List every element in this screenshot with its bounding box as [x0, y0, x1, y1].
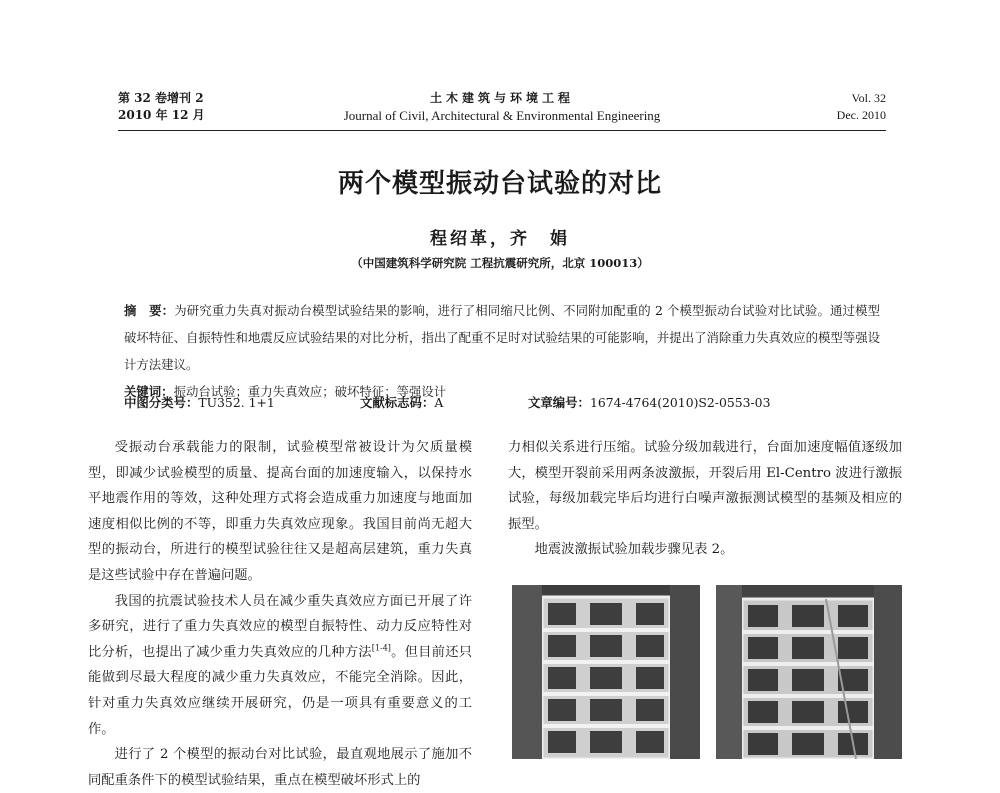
volume-en: Vol. 32: [851, 91, 886, 105]
body-paragraph: 地震波激振试验加载步骤见表 2。: [534, 542, 734, 558]
article-number-value: 1674-4764(2010)S2-0553-03: [589, 395, 771, 410]
doc-code-value: A: [434, 395, 444, 410]
header-rule: [118, 130, 886, 131]
abstract: [124, 297, 880, 378]
body-paragraph: 受振动台承载能力的限制，试验模型常被设计为欠质量模型，即减少试验模型的质量、提高台面的加速度输入，以保持水平地震作用的等效，这种处理方式将会造成重力加速度与地面加速度相似比例的不等，即重力失真效应现象。我国目前尚无超大型的振动台，所进行的模型试验往往又是超高层建筑，重力失真是这些试验中存在普遍问题。: [88, 440, 472, 583]
issue-info-en: [837, 90, 886, 124]
article-number-label: 文章编号：: [528, 395, 590, 410]
clc-label: 中图分类号：: [124, 395, 199, 410]
paper-authors: 程绍革，齐 娟: [430, 229, 570, 249]
journal-name-en: Journal of Civil, Architectural & Environmental Engineering: [343, 108, 661, 123]
abstract-block: [124, 297, 880, 405]
paper-title: 两个模型振动台试验的对比: [337, 169, 662, 199]
abstract-text: 为研究重力失真对振动台模型试验结果的影响，进行了相同缩尺比例、不同附加配重的 2 个模型振动台试验对比试验。通过模型破坏特征、自振特性和地震反应试验结果的对比分析，指出了配重不足时对试验结果的可能影响，并提出了消除重力失真效应的模型等强设计方法建议。: [124, 303, 881, 372]
issue-date: 2010 年 12 月: [118, 108, 205, 122]
body-paragraph: 力相似关系进行压缩。试验分级加载进行，台面加速度幅值逐级加大，模型开裂前采用两条波激振，开裂后用 El-Centro 波进行激振试验，每级加载完毕后均进行白噪声激振测试模型的基频及相应的振型。: [508, 440, 902, 532]
body-paragraph: 进行了 2 个模型的振动台对比试验，最直观地展示了施加不同配重条件下的模型试验结果，重点在模型破坏形式上的: [88, 747, 472, 788]
model-photo-2-image: [716, 585, 902, 759]
author-affiliation: （中国建筑科学研究院 工程抗震研究所，北京 100013）: [351, 256, 649, 270]
volume-issue: 第 32 卷增刊 2: [118, 91, 204, 105]
doc-code-label: 文献标志码：: [360, 395, 435, 410]
article-number: [528, 393, 770, 413]
abstract-label: 摘 要：: [124, 303, 175, 318]
keywords-label: 关键词：: [124, 384, 174, 399]
model-photo-1-image: [512, 585, 700, 759]
model-photo-2: [716, 585, 902, 759]
journal-name: [318, 90, 686, 124]
paragraph-text: 我国的抗震试验技术人员在减少重失真效应方面已开展了许多研究，进行了重力失真效应的模型自振特性、动力反应特性对比分析，也提出了减少重力失真效应的几种方法: [88, 593, 472, 660]
model-photo-1: [512, 585, 700, 759]
issue-info: [118, 90, 205, 124]
body-paragraph: [88, 589, 472, 743]
body-left-column: [88, 435, 472, 793]
clc-value: TU352. 1+1: [198, 395, 275, 410]
citation-ref[interactable]: [1-4]: [371, 643, 391, 653]
journal-name-cn: 土木建筑与环境工程: [429, 91, 574, 105]
document-code: [360, 393, 443, 413]
journal-header: [118, 90, 886, 126]
date-en: Dec. 2010: [836, 108, 886, 122]
keywords-text: 振动台试验；重力失真效应；破坏特征；等强设计: [173, 384, 447, 399]
clc-number: [124, 393, 275, 413]
paragraph-text: 。但目前还只能做到尽最大程度的减少重力失真效应，不能完全消除。因此，针对重力失真效应继续开展研究，仍是一项具有重要意义的工作。: [88, 644, 473, 737]
body-right-column: [508, 435, 902, 563]
